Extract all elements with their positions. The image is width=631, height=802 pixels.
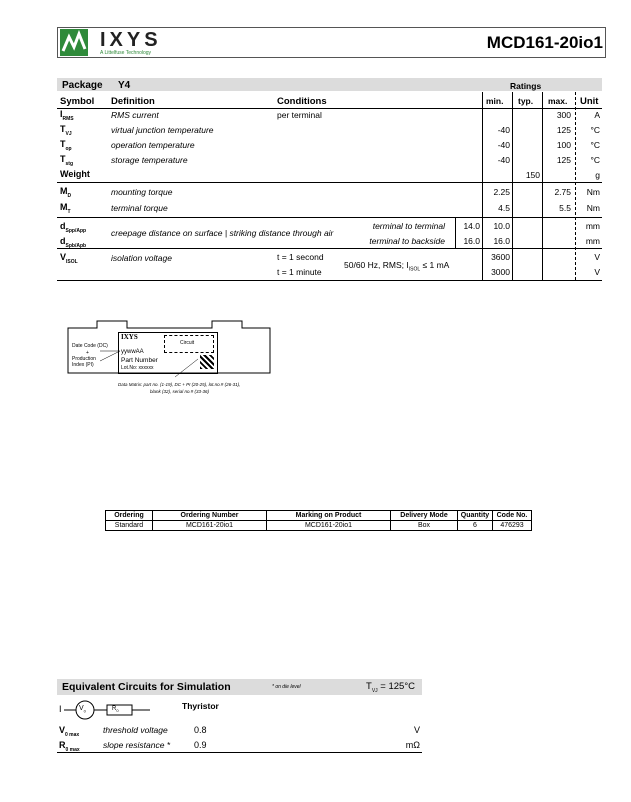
creepage-unit-1: mm [585,221,600,231]
ordering-header-cell: Code No. [493,511,532,521]
eq-definition-r0: slope resistance * [103,740,171,750]
spec-row-min: -40 [497,125,510,135]
spec-row-symbol-sub: D [67,192,72,199]
creepage-unit-2: mm [585,236,600,246]
drawing-yyww: yywwAA [121,349,144,355]
creepage-min-2: 16.0 [493,236,510,246]
isolation-condition: 50/60 Hz, RMS; $I_{ISOL} \le 1$ mA [344,260,450,273]
part-number-title: MCD161-20io1 [486,33,603,52]
spec-row-unit: Nm [586,203,600,213]
isolation-unit-1: V [594,252,600,262]
eq-unit-v0: V [413,725,420,735]
spec-row-symbol-main: T [60,124,66,134]
spec-row-min: 2.25 [493,187,510,197]
creepage-min-1: 10.0 [493,221,510,231]
drawing-circuit-label: Circuit [180,340,195,346]
circuit-i-label: I [59,704,62,714]
spec-row-definition: mounting torque [111,187,173,197]
eq-definition-v0: threshold voltage [103,725,168,735]
equivalent-bottom-rule [57,752,422,753]
drawing-date-code: Date Code (DC) [72,343,108,349]
creepage-symbol-2: $d_{Spb/Apb}$ [60,236,87,249]
brand-subtitle: A Littelfuse Technology [100,50,152,56]
drawing-caption-1: Data Matrix: part no. (1-19), DC + PI (20-25), lot.no.# (26-31), [118,382,241,387]
drawing-part-number: Part Number [121,357,158,364]
creepage-symbol-1: $d_{Spp/App}$ [60,221,87,234]
drawing-leader-lines [100,345,210,385]
col-conditions: Conditions [277,96,327,107]
ordering-cell: MCD161-20io1 [267,521,391,531]
spec-row-max: 5.5 [559,203,571,213]
ordering-header-cell: Ordering Number [153,511,267,521]
creepage-definition: creepage distance on surface | striking distance through air [111,228,334,238]
spec-bottom-rule [57,280,602,281]
spec-row-max: 100 [556,140,571,150]
equivalent-column-thyristor: Thyristor [182,701,219,711]
col-max: max. [548,96,568,106]
ordering-cell: 6 [458,521,493,531]
ordering-cell: 476293 [493,521,532,531]
drawing-plus: + [86,350,89,356]
ordering-header-cell: Ordering [106,511,153,521]
isolation-definition: isolation voltage [111,253,172,263]
creepage-rule [57,217,602,218]
spec-row-unit: A [594,110,600,120]
spec-row-unit: °C [590,140,600,150]
spec-row-min: -40 [497,140,510,150]
isolation-rule [57,248,602,249]
col-line-max [542,92,543,280]
eq-value-v0: 0.8 [194,725,207,735]
drawing-production-2: Index (PI) [72,362,94,368]
isolation-unit-2: V [594,267,600,277]
col-min: min. [486,96,504,106]
spec-row-symbol-main: Weight [60,169,90,179]
ordering-header-cell: Delivery Mode [391,511,458,521]
spec-row-symbol [60,139,72,152]
spec-row-definition: RMS current [111,110,159,120]
ordering-header-row [106,511,532,521]
isolation-time-2: t = 1 minute [277,267,322,277]
spec-row-symbol-sub: stg [65,160,73,167]
spec-row-symbol-sub: RMS [62,115,74,122]
ordering-header-cell: Marking on Product [267,511,391,521]
spec-row-unit: °C [590,125,600,135]
isolation-min-2: 3000 [491,267,510,277]
ordering-cell: Standard [106,521,153,531]
brand-name: IXYS [100,29,162,51]
equivalent-title: Equivalent Circuits for Simulation [62,681,231,693]
spec-row-definition: virtual junction temperature [111,125,214,135]
spec-row-symbol-sub: op [65,145,72,152]
spec-row-unit: Nm [586,187,600,197]
ordering-header-cell: Quantity [458,511,493,521]
spec-row-symbol [60,202,71,215]
circuit-r0-label: $R_0$ [112,706,119,714]
spec-row-min: 4.5 [498,203,510,213]
spec-row-unit: g [595,170,600,180]
spec-row-symbol [60,186,71,199]
isolation-symbol: $V_{ISOL}$ [60,252,78,265]
col-definition: Definition [111,96,155,107]
spec-row-symbol [60,154,73,167]
col-typ: typ. [518,96,534,106]
eq-value-r0: 0.9 [194,740,207,750]
spec-row-typ: 150 [525,170,540,180]
spec-row-max: 2.75 [554,187,571,197]
eq-unit-r0: mΩ [405,740,420,750]
spec-row-symbol-main: M [60,202,68,212]
spec-row-symbol-main: I [60,109,63,119]
drawing-production: Production [72,356,96,362]
col-line-typ [512,92,513,280]
col-unit: Unit [580,96,599,107]
spec-row-unit: °C [590,155,600,165]
creepage-value-2: 16.0 [463,236,480,246]
isolation-min-1: 3600 [491,252,510,262]
ratings-label: Ratings [510,81,542,91]
spec-row-symbol-sub: T [67,208,71,215]
drawing-lot: Lot.No: xxxxxx [121,365,154,371]
spec-row-definition: storage temperature [111,155,188,165]
header-rule [57,108,602,109]
equivalent-temperature: $T_{VJ} = 125^\circ C$ [366,681,415,694]
spec-row-max: 300 [556,110,571,120]
ordering-cell: MCD161-20io1 [153,521,267,531]
spec-row-definition: terminal torque [111,203,168,213]
spec-row-condition: per terminal [277,110,322,120]
ordering-cell: Box [391,521,458,531]
package-value: Y4 [118,80,131,91]
spec-row-min: -40 [497,155,510,165]
spec-row-max: 125 [556,155,571,165]
weight-rule [57,182,602,183]
spec-row-symbol-main: M [60,186,68,196]
spec-row-max: 125 [556,125,571,135]
spec-row-definition: operation temperature [111,140,195,150]
drawing-caption-2: blank (32), serial no.# (33-36) [150,389,210,394]
ixys-logo-icon [60,29,88,56]
spec-row-symbol-sub: VJ [65,130,72,137]
creepage-value-1: 14.0 [463,221,480,231]
spec-row-symbol [60,169,90,179]
equivalent-note: * on die level [272,684,301,690]
ordering-row [106,521,532,531]
eq-symbol-v0: $V_{0 max}$ [59,725,80,738]
ordering-table [105,510,532,531]
spec-row-symbol [60,109,74,122]
creepage-condition-2: terminal to backside [369,236,445,246]
drawing-brand: IXYS [121,333,138,341]
creepage-condition-1: terminal to terminal [372,221,445,231]
spec-row-symbol-main: T [60,139,66,149]
package-label: Package [62,80,103,91]
spec-row-symbol-main: T [60,154,66,164]
spec-row-symbol [60,124,72,137]
eq-symbol-r0: $R_{0 max}$ [59,740,80,753]
isolation-time-1: t = 1 second [277,252,324,262]
circuit-v0-label: $V_0$ [79,705,86,714]
col-symbol: Symbol [60,96,95,107]
